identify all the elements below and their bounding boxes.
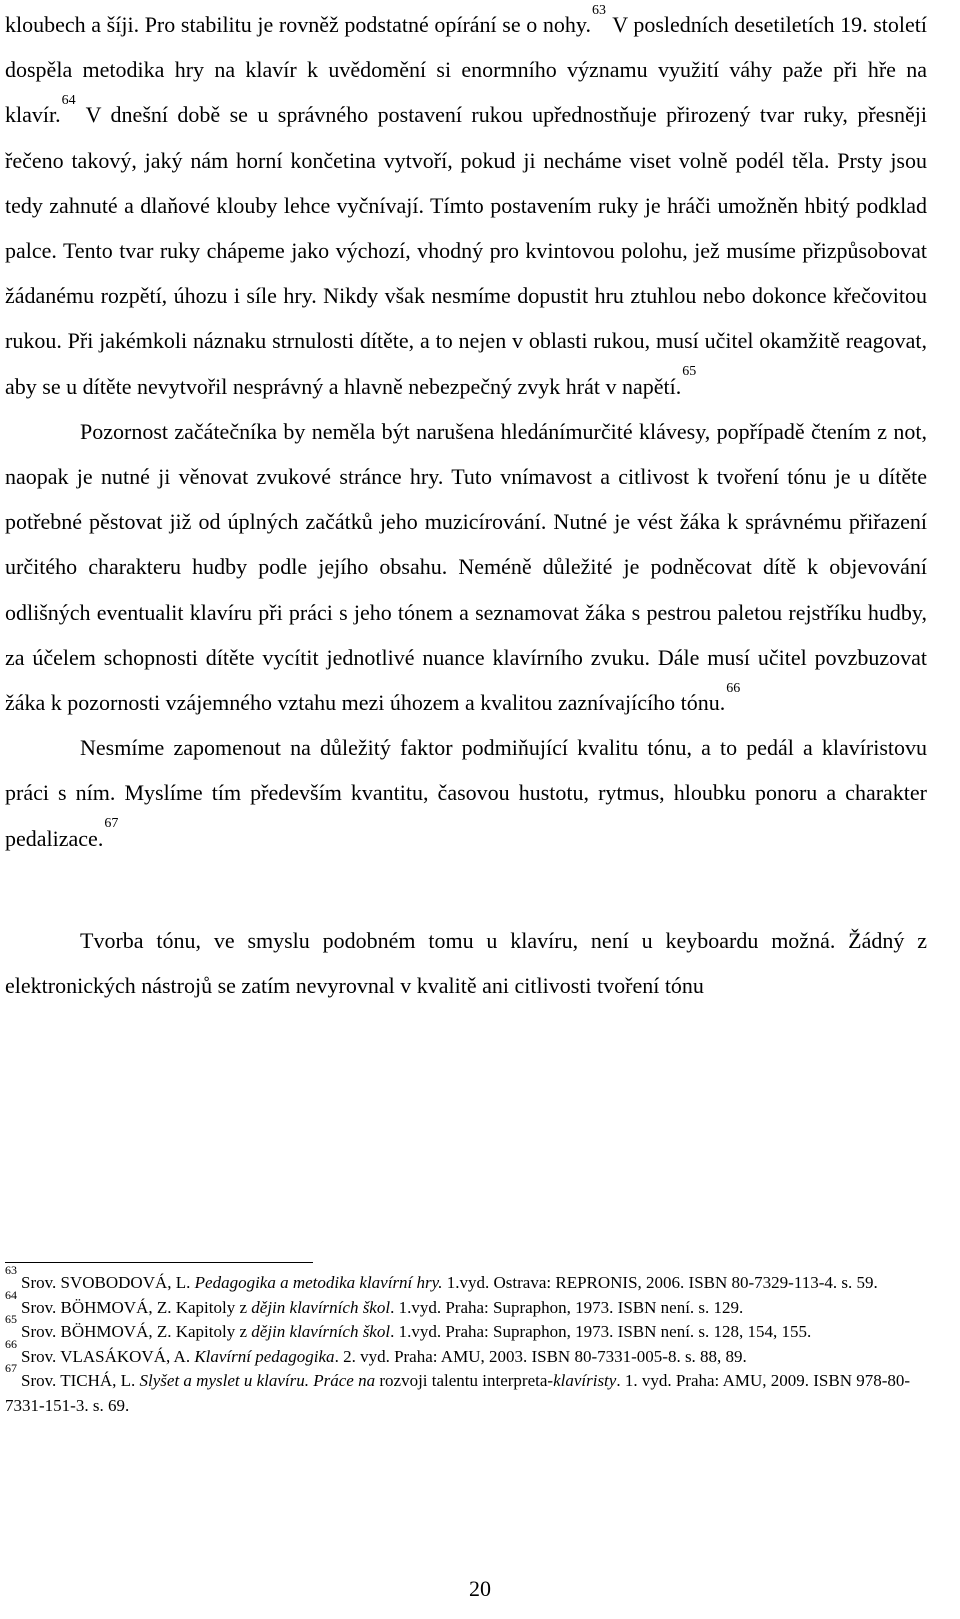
footnote-reference[interactable]: 64 [61, 93, 76, 109]
paragraph-text: Tvorba tónu, ve smyslu podobném tomu u klavíru, není u keyboardu možná. Žádný z elektronických nástrojů se zatím nevyrovnal v kvalitě ani citlivosti tvoření tónu [5, 927, 927, 999]
footnote-reference[interactable]: 65 [682, 364, 697, 380]
body-paragraph [5, 2, 927, 409]
section-heading [5, 870, 927, 910]
footnote-mark: 63 [5, 1263, 17, 1278]
footnote-text: . 2. vyd. Praha: AMU, 2003. ISBN 80-7331-005-8. s. 88, 89. [334, 1346, 747, 1366]
page-body [5, 2, 927, 1008]
page-number: 20 [469, 1576, 491, 1601]
footnote-title: dějin klavírních škol [251, 1322, 391, 1341]
footnote-text: 1.vyd. Ostrava: REPRONIS, 2006. ISBN 80-7329-113-4. s. 59. [442, 1273, 878, 1292]
footnote-mark: 67 [5, 1361, 17, 1376]
footnote-reference[interactable]: 67 [104, 816, 119, 832]
footnote-title: dějin klavírních škol [251, 1297, 391, 1317]
footnote [5, 1361, 927, 1418]
footnote [5, 1287, 927, 1321]
footnote-title: klavíristy [553, 1371, 617, 1390]
footnote [5, 1312, 927, 1345]
footnote-text: rozvoji talentu interpreta- [379, 1371, 554, 1390]
footnote-reference[interactable]: 63 [591, 2, 606, 18]
footnote-mark: 64 [5, 1287, 17, 1302]
body-paragraph [5, 409, 927, 725]
body-paragraph [5, 725, 927, 861]
footnotes-section [5, 1262, 927, 1418]
footnote-text: Srov. SVOBODOVÁ, L. [21, 1273, 195, 1292]
footnote [5, 1336, 927, 1370]
footnote-title: Slyšet a myslet u klavíru. Práce na [139, 1371, 380, 1390]
footnote-text: Srov. TICHÁ, L. [21, 1371, 140, 1390]
body-paragraph [5, 918, 927, 1008]
paragraph-text: Pozornost začátečníka by neměla být narušena hledánímurčité klávesy, popřípadě čtením z not, naopak je nutné ji věnovat zvukové stránce hry. Tuto vnímavost a citlivost k tvoření tónu je u dítěte potřebné pěstovat již od úplných začátků jeho muzicírování. Nutné je vést žáka k správnému přiřazení určitého charakteru hudby podle jejího obsahu. Neméně důležité je podněcovat dítě k objevování odlišných eventualit klavíru při práci s jeho tónem a seznamovat žáka s pestrou paletou rejstříku hudby, za účelem schopnosti dítěte vycítit jednotlivé nuance klavírního zvuku. Dále musí učitel povzbuzovat žáka k pozornosti vzájemného vztahu mezi úhozem a kvalitou zaznívajícího tónu. [5, 418, 927, 716]
footnote-text: Srov. BÖHMOVÁ, Z. Kapitoly z [21, 1297, 252, 1317]
footnote-title: Klavírní pedagogika [194, 1346, 335, 1366]
footnote-text: . 1.vyd. Praha: Supraphon, 1973. ISBN není. s. 128, 154, 155. [390, 1322, 812, 1341]
footnote-mark: 66 [5, 1336, 17, 1351]
footnote-reference[interactable]: 66 [726, 680, 741, 696]
paragraph-text: kloubech a šíji. Pro stabilitu je rovněž podstatné opírání se o nohy. [5, 12, 591, 37]
footnote-text: . 1.vyd. Praha: Supraphon, 1973. ISBN není. s. 129. [390, 1297, 744, 1317]
footnote [5, 1263, 927, 1296]
paragraph-text: Nesmíme zapomenout na důležitý faktor podmiňující kvalitu tónu, a to pedál a klavíristovu práci s ním. Myslíme tím především kvantitu, časovou hustotu, rytmus, hloubku ponoru a charakter pedalizace. [5, 735, 927, 851]
footnote-text: . 1. vyd. Praha: AMU, 2009. ISBN 978-80-7331-151-3. s. 69. [5, 1371, 911, 1415]
paragraph-text: V posledních desetiletích 19. století dospěla metodika hry na klavír k uvědomění si enormního významu využití váhy paže při hře na klavír. [5, 12, 927, 128]
paragraph-text: V dnešní době se u správného postavení rukou upřednostňuje přirozený tvar ruky, přesněji řečeno takový, jaký nám horní končetina vytvoří, pokud ji necháme viset volně podél těla. Prsty jsou tedy zahnuté a dlaňové klouby lehce vyčnívají. Tímto postavením ruky je hráči umožněn hbitý podklad palce. Tento tvar ruky chápeme jako výchozí, vhodný pro kvintovou polohu, jež musíme přizpůsobovat žádanému rozpětí, úhozu i síle hry. Nikdy však nesmíme dopustit hru ztuhlou nebo dokonce křečovitou rukou. Při jakémkoli náznaku strnulosti dítěte, a to nejen v oblasti rukou, musí učitel okamžitě reagovat, aby se u dítěte nevytvořil nesprávný a hlavně nebezpečný zvyk hrát v napětí. [5, 102, 927, 399]
footnote-text: Srov. BÖHMOVÁ, Z. Kapitoly z [21, 1322, 252, 1341]
footnote-title: Pedagogika a metodika klavírní hry. [194, 1273, 443, 1292]
footnote-mark: 65 [5, 1312, 17, 1327]
footnote-text: Srov. VLASÁKOVÁ, A. [21, 1346, 195, 1366]
footnote-divider [5, 1262, 313, 1263]
